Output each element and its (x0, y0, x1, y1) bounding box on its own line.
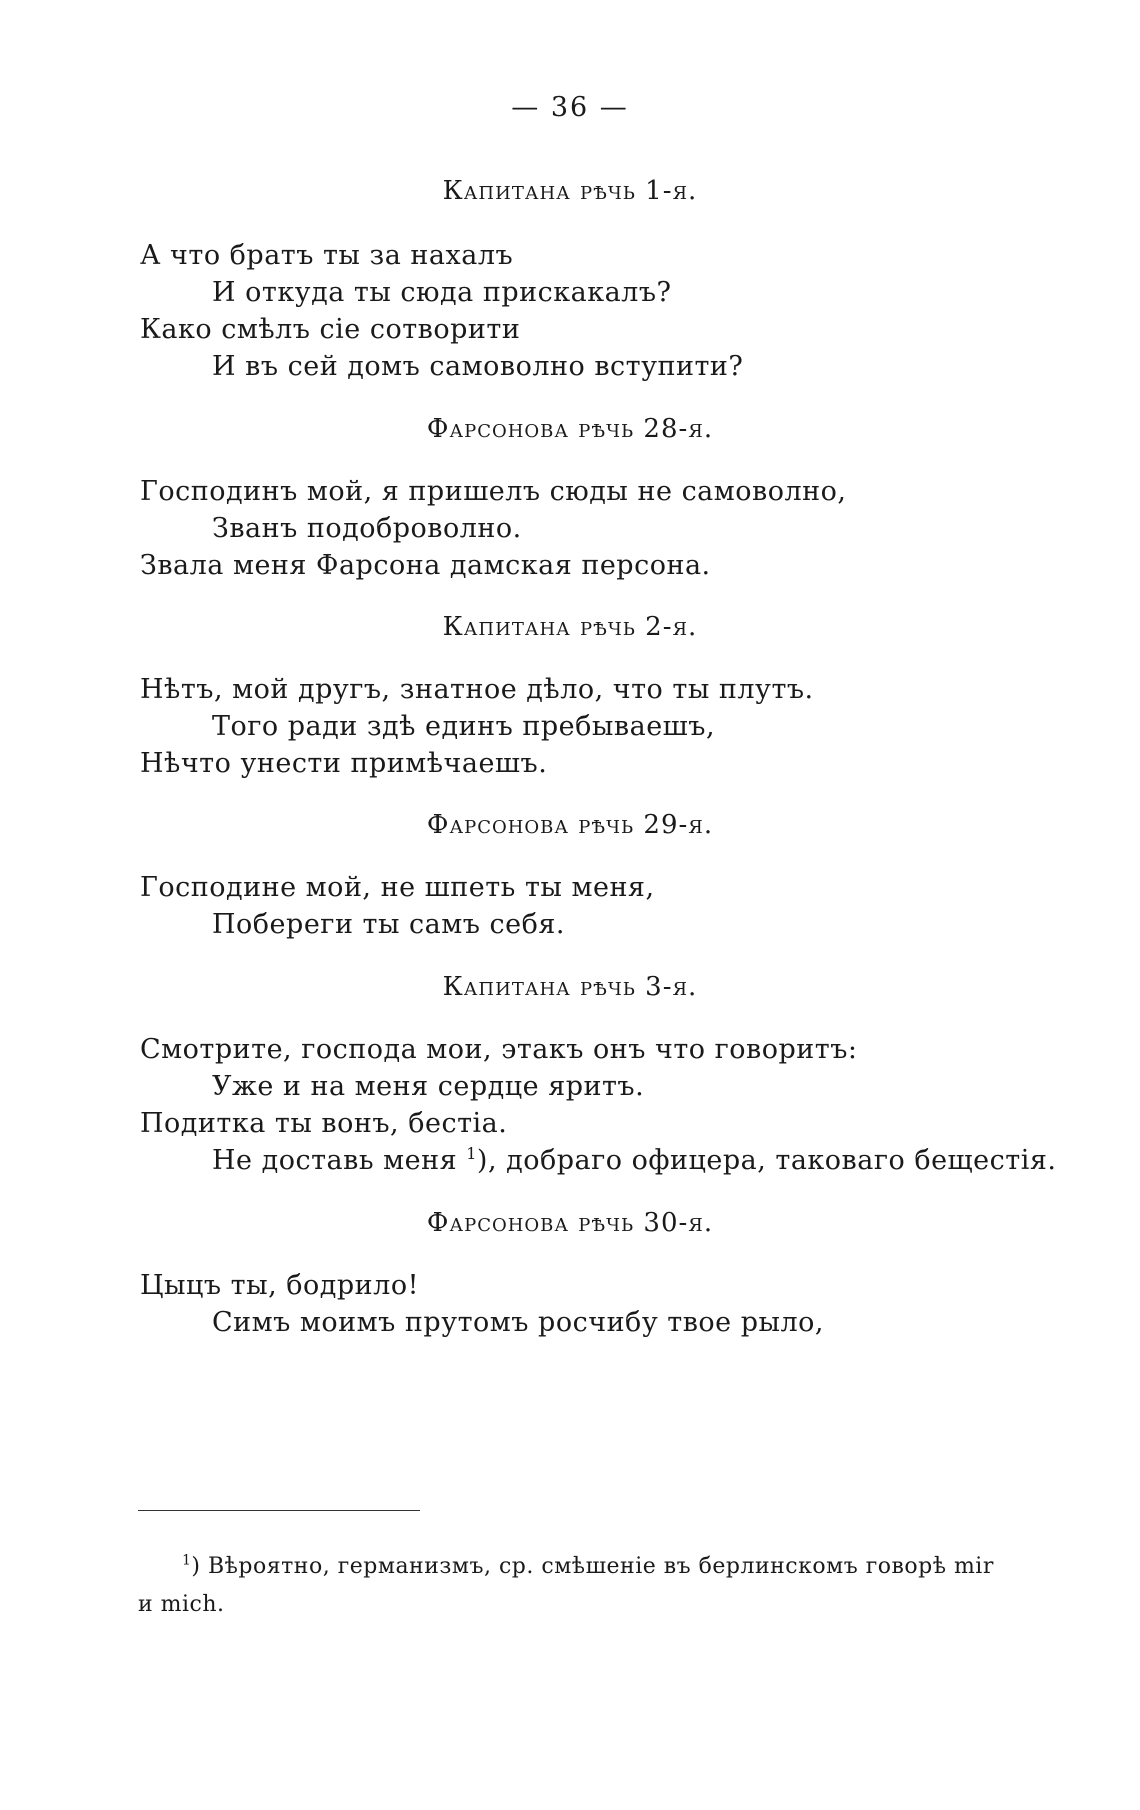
footnote-text: ) Вѣроятно, германизмъ, ср. смѣшеніе въ берлинскомъ говорѣ mir и mich. (138, 1554, 994, 1617)
page-number: — 36 — (511, 92, 629, 123)
verse-line: Господине мой, не шпеть ты меня, (140, 872, 655, 903)
verse-line: И въ сей домъ самоволно вступити? (212, 351, 744, 382)
verse-line: Званъ подоброволно. (212, 513, 522, 544)
speech-heading: Капитана рѣчь 1-я. (442, 176, 698, 206)
verse-line: Подитка ты вонъ, бестіа. (140, 1108, 508, 1139)
verse-line: Нѣчто унести примѣчаешъ. (140, 748, 548, 779)
speech-heading: Капитана рѣчь 2-я. (442, 612, 698, 642)
footnote (138, 1548, 998, 1624)
verse-line: Како смѣлъ сіе сотворити (140, 314, 521, 345)
footnote-mark: 1 (182, 1552, 192, 1569)
verse-text: ), добраго офицера, таковаго бещестія. (476, 1145, 1057, 1176)
verse-line: Уже и на меня сердце яритъ. (212, 1071, 645, 1102)
footnote-reference: 1 (466, 1144, 477, 1163)
speech-heading: Фарсонова рѣчь 28-я. (426, 414, 714, 444)
verse-line: Смотрите, господа мои, этакъ онъ что говоритъ: (140, 1034, 858, 1065)
verse-line: Господинъ мой, я пришелъ сюды не самоволно, (140, 476, 847, 507)
verse-line: Побереги ты самъ себя. (212, 909, 565, 940)
verse-line: Того ради здѣ единъ пребываешъ, (212, 711, 716, 742)
verse-line: А что братъ ты за нахалъ (140, 240, 514, 271)
speech-heading: Фарсонова рѣчь 29-я. (426, 810, 714, 840)
verse-line: Цыцъ ты, бодрило! (140, 1270, 419, 1301)
verse-line: И откуда ты сюда прискакалъ? (212, 277, 672, 308)
verse-line: Симъ моимъ прутомъ росчибу твое рыло, (212, 1307, 824, 1338)
verse-text: Не доставь меня (212, 1145, 467, 1176)
speech-heading: Капитана рѣчь 3-я. (442, 972, 698, 1002)
footnote-divider (138, 1510, 420, 1511)
verse-line: Звала меня Фарсона дамская персона. (140, 550, 711, 581)
verse-line (212, 1145, 1056, 1176)
verse-line: Нѣтъ, мой другъ, знатное дѣло, что ты плутъ. (140, 674, 814, 705)
speech-heading: Фарсонова рѣчь 30-я. (426, 1208, 714, 1238)
